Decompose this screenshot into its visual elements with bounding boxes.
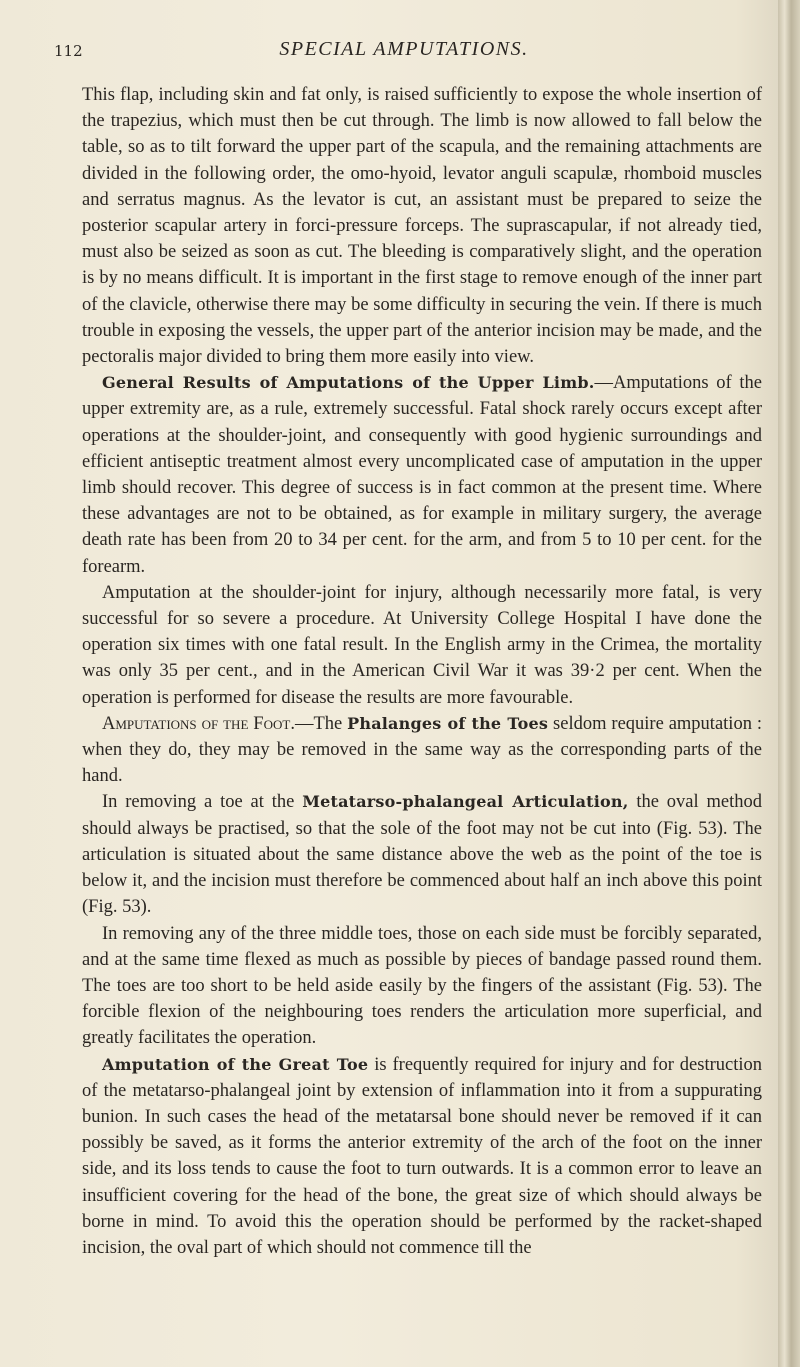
page-number: 112 bbox=[54, 42, 83, 60]
paragraph-5-lead: In removing a toe at the bbox=[102, 792, 303, 813]
running-head: SPECIAL AMPUTATIONS. bbox=[279, 38, 529, 60]
paragraph-4-lead: —The bbox=[294, 713, 348, 734]
paragraph-2 bbox=[82, 370, 762, 580]
section-heading-foot: Amputations of the Foot. bbox=[102, 713, 295, 734]
heading-metatarso-phalangeal: Metatarso-phalangeal Articulation, bbox=[302, 792, 629, 812]
paragraph-1-text: This flap, including skin and fat only, is raised sufficiently to expose the whole insertion of the trapezius, which must then be cut through. The limb is now allowed to fall below the table, so as to tilt forward the upper part of the scapula, and the remaining attachments are divided in the following order, the omo-hyoid, levator anguli scapulæ, rhomboid muscles and serratus magnus. As the levator is cut, an assistant must be prepared to seize the posterior scapular artery in forci-pressure forceps. The suprascapular, if not already tied, must also be seized as soon as cut. The bleeding is comparatively slight, and the operation is by no means difficult. It is important in the first stage to remove enough of the inner part of the clavicle, otherwise there may be some difficulty in securing the vein. If there is much trouble in exposing the vessels, the upper part of the anterior incision may be made, and the pectoralis major divided to bring them more easily into view. bbox=[82, 85, 762, 368]
section-heading-upper-limb-results: General Results of Amputations of the Upper Limb. bbox=[102, 373, 595, 393]
paragraph-7-text: is frequently required for injury and for destruction of the metatarso-phalangeal joint by extension of inflammation into it from a suppurating bunion. In such cases the head of the metatarsal bone should never be removed if it can possibly be saved, as it forms the anterior extremity of the arch of the foot on the inner side, and its loss tends to cause the foot to turn outwards. It is a common error to leave an insufficient covering for the head of the bone, the great size of which should always be borne in mind. To avoid this the operation should be performed by the racket-shaped incision, the oval part of which should not commence till the bbox=[82, 1054, 762, 1258]
paragraph-1 bbox=[82, 82, 762, 370]
page-header bbox=[54, 38, 754, 68]
paragraph-6 bbox=[82, 921, 762, 1052]
paragraph-6-text: In removing any of the three middle toes, those on each side must be forcibly separated, and at the same time flexed as much as possible by pieces of bandage passed round them. The toes are too short to be held aside easily by the fingers of the assistant (Fig. 53). The forcible flexion of the neighbouring toes renders the articulation more superficial, and greatly facilitates the operation. bbox=[82, 923, 762, 1049]
paragraph-5-text: the oval method should always be practised, so that the sole of the foot may not be cut into (Fig. 53). The articulation is situated about the same distance above the web as the point of the toe is below it, and the incision must therefore be commenced about half an inch above this point (Fig. 53). bbox=[82, 792, 762, 918]
heading-phalanges: Phalanges of the Toes bbox=[347, 713, 549, 733]
paragraph-5 bbox=[82, 789, 762, 920]
paragraph-3 bbox=[82, 580, 762, 711]
body-text bbox=[82, 82, 762, 1261]
paragraph-7 bbox=[82, 1052, 762, 1262]
heading-great-toe: Amputation of the Great Toe bbox=[102, 1054, 369, 1074]
page-edge bbox=[778, 0, 800, 1367]
paragraph-2-text: —Amputations of the upper extremity are, as a rule, extremely successful. Fatal shock rarely occurs except after operations at the shoulder-joint, and consequently with good hygienic surroundings and efficient antiseptic treatment almost every uncomplicated case of amputation in the upper limb should recover. This degree of success is in fact common at the present time. Where these advantages are not to be obtained, as for example in military surgery, the average death rate has been from 20 to 34 per cent. for the arm, and from 5 to 10 per cent. for the forearm. bbox=[82, 373, 762, 577]
paragraph-4 bbox=[82, 711, 762, 790]
paragraph-3-text: Amputation at the shoulder-joint for injury, although necessarily more fatal, is very successful for so severe a procedure. At University College Hospital I have done the operation six times with one fatal result. In the English army in the Crimea, the mortality was only 35 per cent., and in the American Civil War it was 39·2 per cent. When the operation is performed for disease the results are more favourable. bbox=[82, 582, 762, 708]
paragraph-4-text: seldom require amputation : when they do, they may be removed in the same way as the corresponding parts of the hand. bbox=[82, 713, 763, 787]
